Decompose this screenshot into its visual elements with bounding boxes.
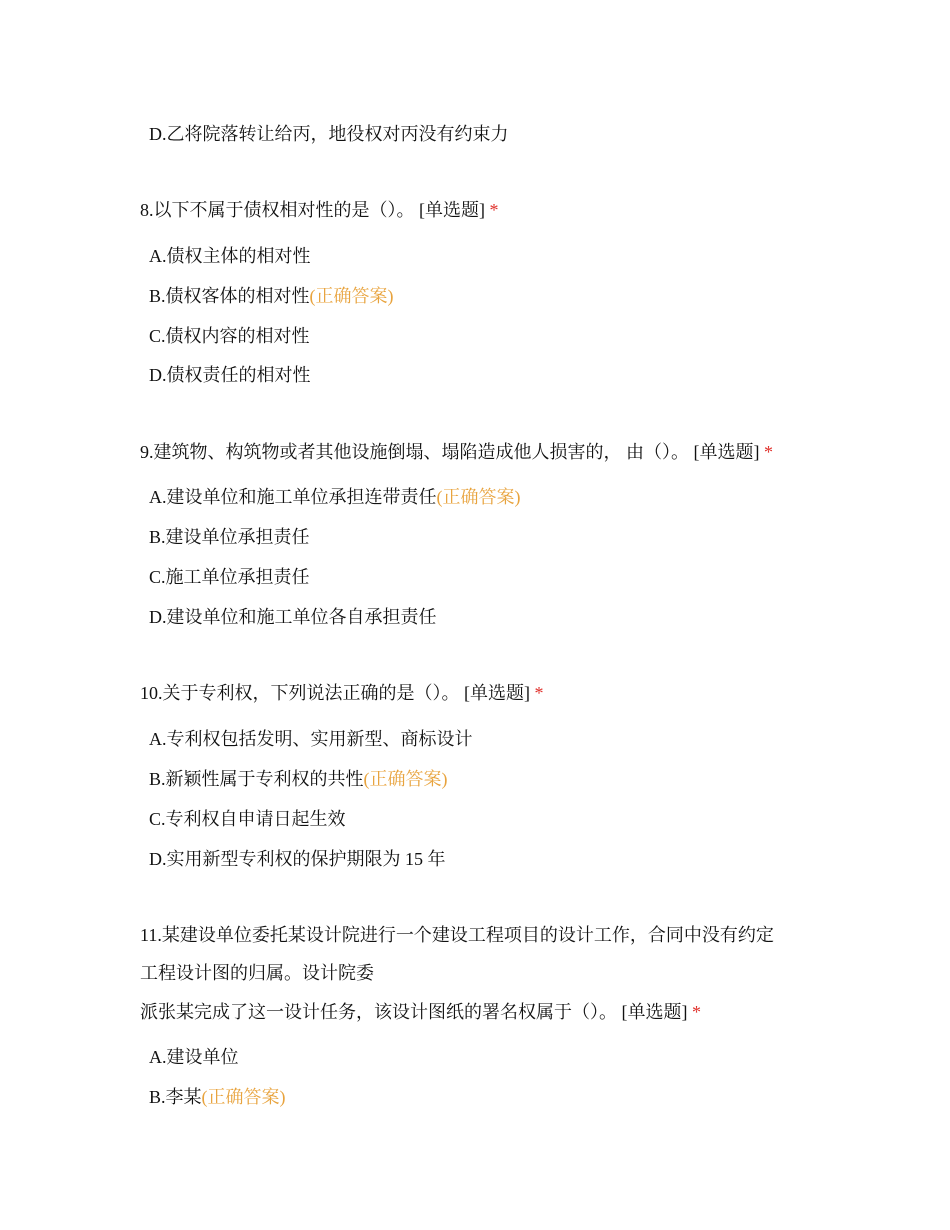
question-11-title-line-2 [140,961,374,985]
question-text: 工程设计图的归属。设计院委 [140,963,374,983]
question-10-title [140,681,544,705]
option-text: B.李某 [149,1087,202,1107]
option-text: D.乙将院落转让给丙，地役权对丙没有约束力 [149,124,509,144]
required-star: * [692,1002,701,1022]
question-9-option-c [149,565,310,589]
question-8-option-c [149,324,310,348]
option-text: A.建设单位和施工单位承担连带责任 [149,487,437,507]
question-text: 10.关于专利权，下列说法正确的是（）。 [单选题] [140,683,535,703]
question-text: 派张某完成了这一设计任务，该设计图纸的署名权属于（）。 [单选题] [140,1002,692,1022]
option-text: A.债权主体的相对性 [149,246,311,266]
required-star: * [534,683,544,703]
question-10-option-d [149,847,446,871]
correct-answer-mark: (正确答案) [363,769,448,789]
required-star: * [764,442,773,462]
correct-answer-mark: (正确答案) [436,487,521,507]
option-text: A.建设单位 [149,1047,239,1067]
question-9-option-d [149,605,437,629]
question-10-option-a [149,727,473,751]
question-9-option-b [149,525,310,549]
question-8-option-b [149,284,394,308]
question-9-title [140,440,773,464]
question-11-title-line-3 [140,1000,701,1024]
option-text: D.建设单位和施工单位各自承担责任 [149,607,437,627]
option-text: C.施工单位承担责任 [149,567,310,587]
question-text: 8.以下不属于债权相对性的是（）。 [单选题] [140,200,490,220]
question-8-option-a [149,244,311,268]
question-text: 11.某建设单位委托某设计院进行一个建设工程项目的设计工作，合同中没有约定 [140,925,774,945]
option-text: A.专利权包括发明、实用新型、商标设计 [149,729,473,749]
option-text: D.债权责任的相对性 [149,365,311,385]
question-11-option-b [149,1085,286,1109]
question-11-title-line-1 [140,923,774,947]
question-11-option-a [149,1045,239,1069]
option-text: B.建设单位承担责任 [149,527,310,547]
correct-answer-mark: (正确答案) [201,1087,286,1107]
question-8-title [140,198,499,222]
option-text: D.实用新型专利权的保护期限为 15 年 [149,849,446,869]
option-d-prev [149,122,509,146]
option-text: B.新颖性属于专利权的共性 [149,769,364,789]
question-9-option-a [149,485,521,509]
option-text: C.专利权自申请日起生效 [149,809,346,829]
option-text: B.债权客体的相对性 [149,286,310,306]
correct-answer-mark: (正确答案) [309,286,394,306]
question-text: 9.建筑物、构筑物或者其他设施倒塌、塌陷造成他人损害的， 由（）。 [单选题] [140,442,764,462]
question-8-option-d [149,363,311,387]
option-text: C.债权内容的相对性 [149,326,310,346]
question-10-option-b [149,767,448,791]
required-star: * [489,200,499,220]
question-10-option-c [149,807,346,831]
